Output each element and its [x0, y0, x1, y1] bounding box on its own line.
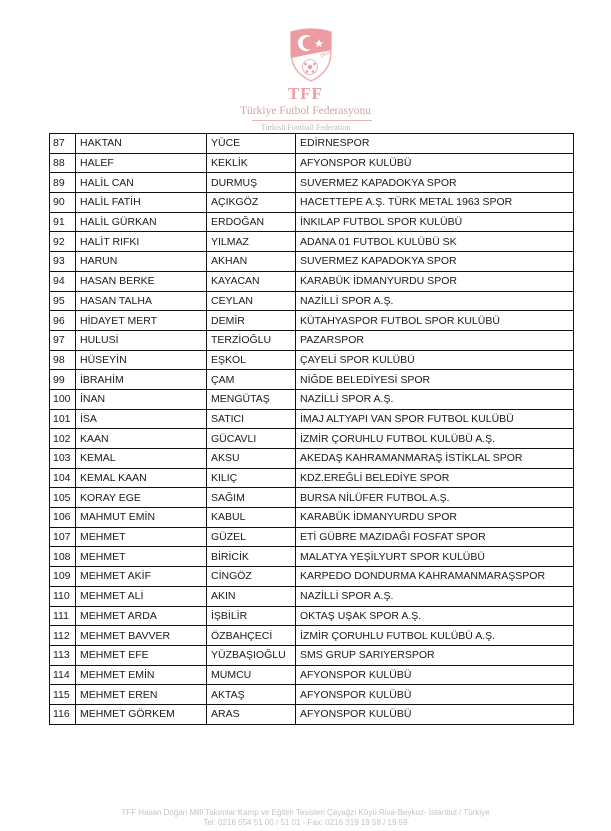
row-number: 101: [50, 409, 76, 429]
first-name: MEHMET EFE: [76, 645, 207, 665]
table-row: [50, 409, 574, 429]
first-name: MEHMET: [76, 547, 207, 567]
first-name: İBRAHİM: [76, 370, 207, 390]
last-name: BİRİCİK: [207, 547, 296, 567]
last-name: ÇAM: [207, 370, 296, 390]
row-number: 106: [50, 508, 76, 528]
row-number: 109: [50, 567, 76, 587]
table-row: [50, 449, 574, 469]
last-name: ARAS: [207, 704, 296, 724]
row-number: 104: [50, 468, 76, 488]
club-name: AFYONSPOR KULÜBÜ: [296, 665, 574, 685]
footer: [0, 808, 611, 828]
first-name: KEMAL KAAN: [76, 468, 207, 488]
club-name: İMAJ ALTYAPI VAN SPOR FUTBOL KULÜBÜ: [296, 409, 574, 429]
club-name: BURSA NİLÜFER FUTBOL A.Ş.: [296, 488, 574, 508]
row-number: 97: [50, 330, 76, 350]
last-name: ERDOĞAN: [207, 212, 296, 232]
first-name: İSA: [76, 409, 207, 429]
row-number: 105: [50, 488, 76, 508]
table-row: [50, 606, 574, 626]
club-name: OKTAŞ UŞAK SPOR A.Ş.: [296, 606, 574, 626]
table-row: [50, 173, 574, 193]
club-name: KARABÜK İDMANYURDU SPOR: [296, 271, 574, 291]
letterhead-divider: [252, 120, 372, 121]
club-name: İZMİR ÇORUHLU FUTBOL KULÜBÜ A.Ş.: [296, 626, 574, 646]
first-name: HARUN: [76, 252, 207, 272]
table-row: [50, 626, 574, 646]
row-number: 91: [50, 212, 76, 232]
club-name: SUVERMEZ KAPADOKYA SPOR: [296, 173, 574, 193]
table-row: [50, 429, 574, 449]
last-name: SATICI: [207, 409, 296, 429]
table-row: [50, 508, 574, 528]
table-row: [50, 488, 574, 508]
row-number: 107: [50, 527, 76, 547]
first-name: MEHMET ARDA: [76, 606, 207, 626]
first-name: MEHMET AKİF: [76, 567, 207, 587]
last-name: DEMİR: [207, 311, 296, 331]
row-number: 92: [50, 232, 76, 252]
row-number: 89: [50, 173, 76, 193]
last-name: AKHAN: [207, 252, 296, 272]
club-name: EDİRNESPOR: [296, 134, 574, 154]
first-name: HULUSİ: [76, 330, 207, 350]
row-number: 108: [50, 547, 76, 567]
first-name: MEHMET ALİ: [76, 586, 207, 606]
row-number: 110: [50, 586, 76, 606]
row-number: 94: [50, 271, 76, 291]
first-name: MEHMET BAVVER: [76, 626, 207, 646]
table-row: [50, 370, 574, 390]
letterhead: [0, 0, 611, 133]
club-name: MALATYA YEŞİLYURT SPOR KULÜBÜ: [296, 547, 574, 567]
last-name: GÜCAVLI: [207, 429, 296, 449]
row-number: 112: [50, 626, 76, 646]
row-number: 98: [50, 350, 76, 370]
tff-crest-logo: [288, 28, 334, 82]
row-number: 103: [50, 449, 76, 469]
first-name: HASAN TALHA: [76, 291, 207, 311]
last-name: KILIÇ: [207, 468, 296, 488]
table-row: [50, 291, 574, 311]
org-name-en: Turkish Football Federation: [260, 123, 351, 132]
row-number: 93: [50, 252, 76, 272]
last-name: KABUL: [207, 508, 296, 528]
first-name: MEHMET GÖRKEM: [76, 704, 207, 724]
table-row: [50, 153, 574, 173]
club-name: AKEDAŞ KAHRAMANMARAŞ İSTİKLAL SPOR: [296, 449, 574, 469]
footer-contact: Tel: 0216 554 51 00 / 51 01 - Fax: 0216 319 19 58 / 19 59: [203, 818, 408, 827]
club-name: KÜTAHYASPOR FUTBOL SPOR KULÜBÜ: [296, 311, 574, 331]
last-name: MUMCU: [207, 665, 296, 685]
row-number: 87: [50, 134, 76, 154]
club-name: İNKILAP FUTBOL SPOR KULÜBÜ: [296, 212, 574, 232]
table-row: [50, 330, 574, 350]
row-number: 96: [50, 311, 76, 331]
last-name: KEKLİK: [207, 153, 296, 173]
table-row: [50, 586, 574, 606]
first-name: HALİL FATİH: [76, 193, 207, 213]
row-number: 114: [50, 665, 76, 685]
logo-text: TFF: [287, 84, 324, 103]
player-table: [49, 133, 574, 725]
table-row: [50, 193, 574, 213]
table-row: [50, 311, 574, 331]
row-number: 102: [50, 429, 76, 449]
last-name: KAYACAN: [207, 271, 296, 291]
last-name: SAĞIM: [207, 488, 296, 508]
club-name: ADANA 01 FUTBOL KULÜBÜ SK: [296, 232, 574, 252]
row-number: 95: [50, 291, 76, 311]
first-name: İNAN: [76, 389, 207, 409]
last-name: İŞBİLİR: [207, 606, 296, 626]
last-name: AKIN: [207, 586, 296, 606]
first-name: HALİT RIFKI: [76, 232, 207, 252]
last-name: CİNGÖZ: [207, 567, 296, 587]
table-row: [50, 645, 574, 665]
club-name: ÇAYELİ SPOR KULÜBÜ: [296, 350, 574, 370]
last-name: AKTAŞ: [207, 685, 296, 705]
table-row: [50, 134, 574, 154]
table-row: [50, 567, 574, 587]
first-name: HÜSEYİN: [76, 350, 207, 370]
last-name: GÜZEL: [207, 527, 296, 547]
last-name: YÜZBAŞIOĞLU: [207, 645, 296, 665]
table-row: [50, 271, 574, 291]
last-name: AÇIKGÖZ: [207, 193, 296, 213]
last-name: AKSU: [207, 449, 296, 469]
first-name: MAHMUT EMİN: [76, 508, 207, 528]
club-name: AFYONSPOR KULÜBÜ: [296, 153, 574, 173]
last-name: CEYLAN: [207, 291, 296, 311]
club-name: HACETTEPE A.Ş. TÜRK METAL 1963 SPOR: [296, 193, 574, 213]
crest-year: 1923: [319, 48, 332, 60]
last-name: EŞKOL: [207, 350, 296, 370]
club-name: AFYONSPOR KULÜBÜ: [296, 685, 574, 705]
row-number: 115: [50, 685, 76, 705]
club-name: KDZ.EREĞLİ BELEDİYE SPOR: [296, 468, 574, 488]
first-name: HASAN BERKE: [76, 271, 207, 291]
last-name: TERZİOĞLU: [207, 330, 296, 350]
last-name: ÖZBAHÇECİ: [207, 626, 296, 646]
first-name: HALİL GÜRKAN: [76, 212, 207, 232]
table-row: [50, 704, 574, 724]
row-number: 111: [50, 606, 76, 626]
table-row: [50, 527, 574, 547]
row-number: 100: [50, 389, 76, 409]
club-name: KARABÜK İDMANYURDU SPOR: [296, 508, 574, 528]
first-name: HALİL CAN: [76, 173, 207, 193]
club-name: NAZİLLİ SPOR A.Ş.: [296, 389, 574, 409]
row-number: 90: [50, 193, 76, 213]
first-name: MEHMET: [76, 527, 207, 547]
first-name: HALEF: [76, 153, 207, 173]
club-name: ETİ GÜBRE MAZIDAĞI FOSFAT SPOR: [296, 527, 574, 547]
club-name: NAZİLLİ SPOR A.Ş.: [296, 586, 574, 606]
last-name: YÜCE: [207, 134, 296, 154]
first-name: HAKTAN: [76, 134, 207, 154]
last-name: YILMAZ: [207, 232, 296, 252]
first-name: KEMAL: [76, 449, 207, 469]
first-name: MEHMET EREN: [76, 685, 207, 705]
table-row: [50, 252, 574, 272]
table-row: [50, 232, 574, 252]
row-number: 113: [50, 645, 76, 665]
first-name: MEHMET EMİN: [76, 665, 207, 685]
club-name: KARPEDO DONDURMA KAHRAMANMARAŞSPOR: [296, 567, 574, 587]
club-name: PAZARSPOR: [296, 330, 574, 350]
row-number: 88: [50, 153, 76, 173]
table-row: [50, 685, 574, 705]
table-row: [50, 212, 574, 232]
club-name: AFYONSPOR KULÜBÜ: [296, 704, 574, 724]
club-name: NAZİLLİ SPOR A.Ş.: [296, 291, 574, 311]
club-name: SUVERMEZ KAPADOKYA SPOR: [296, 252, 574, 272]
table-row: [50, 350, 574, 370]
club-name: İZMİR ÇORUHLU FUTBOL KULÜBÜ A.Ş.: [296, 429, 574, 449]
table-row: [50, 665, 574, 685]
club-name: NİĞDE BELEDİYESİ SPOR: [296, 370, 574, 390]
first-name: HİDAYET MERT: [76, 311, 207, 331]
footer-address: TFF Hasan Doğan Milli Takımlar Kamp ve Eğitim Tesisleri Çayağzı Köyü Riva-Beykoz- İstanbul / Türkiye: [121, 808, 490, 817]
org-name: Türkiye Futbol Federasyonu: [240, 105, 371, 117]
last-name: DURMUŞ: [207, 173, 296, 193]
row-number: 99: [50, 370, 76, 390]
first-name: KORAY EGE: [76, 488, 207, 508]
last-name: MENGÜTAŞ: [207, 389, 296, 409]
table-row: [50, 547, 574, 567]
row-number: 116: [50, 704, 76, 724]
club-name: SMS GRUP SARIYERSPOR: [296, 645, 574, 665]
table-row: [50, 389, 574, 409]
table-row: [50, 468, 574, 488]
first-name: KAAN: [76, 429, 207, 449]
